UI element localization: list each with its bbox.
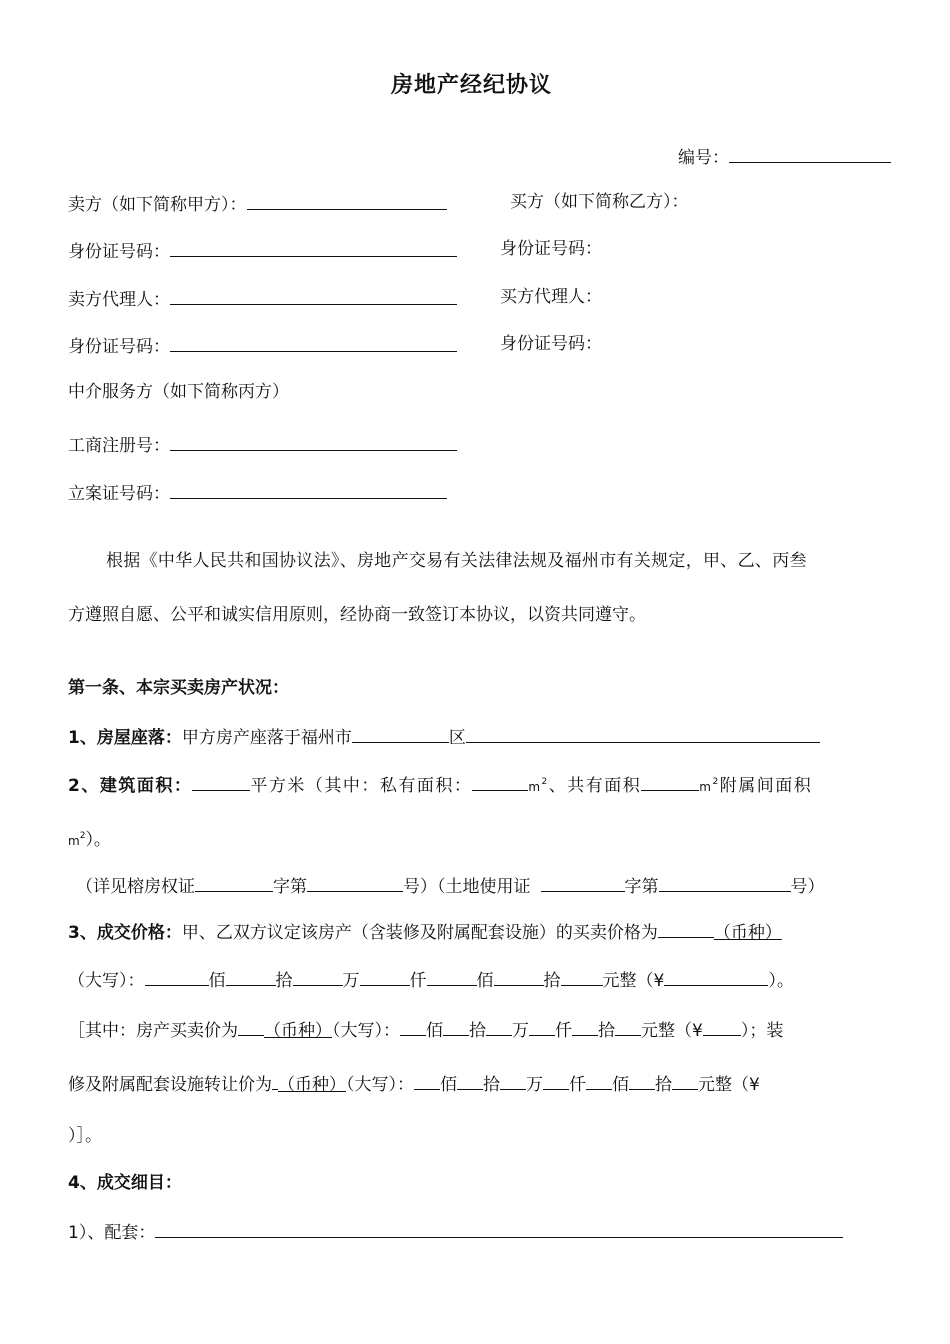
filing-label: 立案证号码： [68,484,170,504]
price-close: ）。 [768,971,794,991]
seller-row [68,191,447,216]
item-2-row [68,771,812,798]
seller-agent-blank[interactable] [170,286,457,305]
sub-1-currency: （币种） [264,1021,332,1041]
sub-2-qian-blank[interactable] [543,1071,569,1090]
item-2-shared-blank[interactable] [641,772,699,791]
buyer-agent-id-label: 身份证号码： [500,334,602,354]
document-title: 房地产经纪协议 [391,73,553,98]
cert-open: （详见榕房权证 [76,877,195,897]
item-1-address-blank[interactable] [466,724,820,743]
price-bai-1: 佰 [208,971,226,991]
seller-id-blank[interactable] [170,238,457,257]
land-cert-prefix-blank[interactable] [541,873,625,892]
seller-blank[interactable] [247,191,447,210]
sub-2-wan-blank[interactable] [500,1071,526,1090]
seller-agent-id-blank[interactable] [170,333,457,352]
item-2-sup-2: 2 [712,777,720,787]
item-3-currency-blank[interactable] [658,919,714,938]
intro-line-1: 根据《中华人民共和国协议法》、房地产交易有关法律法规及福州市有关规定，甲、乙、丙叁 [106,551,807,571]
price-row [68,967,794,992]
sub-2-text: 修及附属配套设施转让价为 [68,1075,272,1095]
item-1-row [68,724,820,749]
item-3-label: 3、成交价格： [68,923,182,943]
item-2-unit-3: m [68,834,80,848]
sub-2-wan: 万 [526,1075,543,1095]
cert-number-blank[interactable] [307,873,403,892]
sub-2-bai-2: 佰 [612,1075,629,1095]
cert-zi-2: 字第 [624,877,659,897]
sub-1-yuan-blank[interactable] [615,1017,641,1036]
sub-1-bai-blank[interactable] [400,1017,426,1036]
land-cert-number-blank[interactable] [659,873,791,892]
sub-2-shi: 拾 [483,1075,500,1095]
item-3-currency: （币种） [713,923,782,943]
item-2-text-1: 平方米（其中：私有面积： [250,776,473,796]
sub-1-shi: 拾 [469,1021,486,1041]
sub-2-bai-blank-2[interactable] [586,1071,612,1090]
price-wan-blank[interactable] [293,967,343,986]
seller-id-label: 身份证号码： [68,242,170,262]
item-3-row [68,919,782,944]
sub-1-wan-blank[interactable] [486,1017,512,1036]
sub-1-numeric-blank[interactable] [703,1017,741,1036]
price-bai-blank-2[interactable] [427,967,477,986]
sub-2-bai: 佰 [440,1075,457,1095]
item-3-text: 甲、乙双方议定该房产（含装修及附属配套设施）的买卖价格为 [181,923,658,943]
sub-2-shi-2: 拾 [655,1075,672,1095]
item-2-label: 2、建筑面积： [68,776,193,796]
price-qian: 仟 [409,971,427,991]
sub-price-row-2 [68,1071,760,1096]
sub-1-qian: 仟 [555,1021,572,1041]
buyer-id-label: 身份证号码： [500,239,602,259]
number-row [678,144,891,169]
price-bai-blank-1[interactable] [145,967,209,986]
price-numeric-blank[interactable] [664,967,768,986]
price-yuan-zheng: 元整（¥ [602,971,665,991]
item-2-sup-3: 2 [79,831,86,841]
seller-agent-id-row [68,333,457,358]
cert-hao-1: 号）（土地使用证 [403,877,531,897]
filing-blank[interactable] [170,480,447,499]
seller-agent-id-label: 身份证号码： [68,337,170,357]
item-2-unit-2: m [699,780,713,794]
item-1-text: 甲方房产座落于福州市 [181,728,352,748]
sub-2-qian: 仟 [569,1075,586,1095]
cert-prefix-blank[interactable] [195,873,273,892]
business-reg-blank[interactable] [170,432,457,451]
item-2-row-cont [68,825,111,852]
sub-1-shi-blank-2[interactable] [572,1017,598,1036]
seller-agent-row [68,286,457,311]
sub-1-close: ）；装 [740,1021,784,1041]
item-4-1-label: 1）、配套： [68,1223,156,1243]
cert-zi-1: 字第 [273,877,307,897]
price-shi-2: 拾 [543,971,561,991]
item-1-label: 1、房屋座落： [68,728,182,748]
sub-1-shi-blank[interactable] [443,1017,469,1036]
business-reg-label: 工商注册号： [68,436,170,456]
item-2-text-2: 、共有面积 [548,776,642,796]
price-shi-blank-1[interactable] [226,967,276,986]
sub-1-currency-blank[interactable] [238,1017,264,1036]
item-2-area-blank[interactable] [192,772,250,791]
price-wan: 万 [342,971,360,991]
sub-2-shi-blank-2[interactable] [629,1071,655,1090]
sub-1-wan: 万 [512,1021,529,1041]
item-2-private-blank[interactable] [472,772,528,791]
item-1-district: 区 [448,728,466,748]
price-bai-2: 佰 [476,971,494,991]
item-2-text-4: ）。 [85,830,111,850]
sub-2-yuan-blank[interactable] [672,1071,698,1090]
article-1-heading: 第一条、本宗买卖房产状况： [68,678,289,698]
price-yuan-blank[interactable] [561,967,603,986]
seller-agent-label: 卖方代理人： [68,290,170,310]
filing-row [68,480,447,505]
price-qian-blank[interactable] [360,967,410,986]
business-reg-row [68,432,457,457]
item-2-text-3: 附属间面积 [719,776,813,796]
buyer-agent-label: 买方代理人： [500,287,602,307]
certificate-row [76,873,825,898]
sub-2-currency: （币种） [278,1075,346,1095]
buyer-label: 买方（如下简称乙方）： [510,192,689,212]
price-shi-1: 拾 [275,971,293,991]
item-4-heading: 4、成交细目： [68,1173,182,1193]
price-shi-blank-2[interactable] [494,967,544,986]
sub-1-open: ［其中：房产买卖价为 [68,1021,238,1041]
sub-1-yuan-zheng: 元整（¥ [641,1021,703,1041]
item-2-unit-1: m [528,780,542,794]
sub-price-row-3: ）］。 [68,1126,102,1146]
sub-price-row-1 [68,1017,783,1042]
sub-2-yuan-zheng: 元整（¥ [698,1075,760,1095]
sub-2-daxie: （大写）： [346,1075,414,1095]
item-4-1-row [68,1219,843,1244]
sub-1-daxie: （大写）： [332,1021,400,1041]
seller-id-row [68,238,457,263]
sub-1-bai: 佰 [426,1021,443,1041]
item-1-city-blank[interactable] [352,724,449,743]
number-label: 编号： [678,148,729,168]
intro-line-2: 方遵照自愿、公平和诚实信用原则，经协商一致签订本协议，以资共同遵守。 [68,605,646,625]
seller-label: 卖方（如下简称甲方）： [68,195,247,215]
number-blank[interactable] [729,144,891,163]
sub-1-shi-2: 拾 [598,1021,615,1041]
price-daxie: （大写）： [68,971,145,991]
item-4-1-blank[interactable] [155,1219,843,1238]
cert-hao-2: 号） [790,877,825,897]
sub-2-bai-blank[interactable] [414,1071,440,1090]
sub-1-qian-blank[interactable] [529,1017,555,1036]
sub-2-shi-blank[interactable] [457,1071,483,1090]
item-2-sup-1: 2 [541,777,549,787]
intermediary-label: 中介服务方（如下简称丙方） [68,382,289,402]
